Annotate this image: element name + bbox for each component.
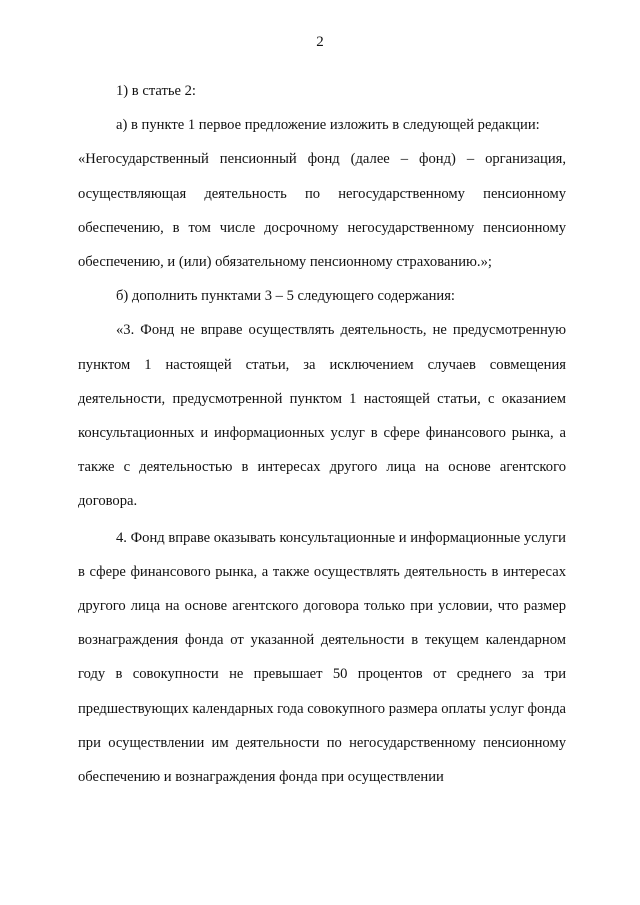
paragraph-article-2: 1) в статье 2: [116, 83, 196, 99]
paragraph-point-b: б) дополнить пунктами 3 – 5 следующего содержания: [116, 288, 455, 305]
paragraph-fund-definition: «Негосударственный пенсионный фонд (далее – фонд) – организация, осуществляющая деятельность по негосударственному пенсионному обеспечению, в том числе досрочному негосударственному пенсионному обеспечению, и (или) обязательному пенсионному страхованию.»; [78, 151, 566, 271]
paragraph-clause-4: 4. Фонд вправе оказывать консультационные и информационные услуги в сфере финансового рынка, а также осуществлять деятельность в интересах другого лица на основе агентского договора только при условии, что размер вознаграждения фонда от указанной деятельности в текущем календарном году в совокупности не превышает 50 процентов от среднего за три предшествующих календарных года совокупного размера оплаты услуг фонда при осуществлении им деятельности по негосударственному пенсионному обеспечению и вознаграждения фонда при осуществлении [78, 529, 566, 786]
paragraph-point-a: а) в пункте 1 первое предложение изложить в следующей редакции: [116, 117, 540, 134]
page-number: 2 [316, 34, 324, 50]
document-body [78, 74, 566, 794]
paragraph-clause-3: «3. Фонд не вправе осуществлять деятельность, не предусмотренную пунктом 1 настоящей статьи, за исключением случаев совмещения деятельности, предусмотренной пунктом 1 настоящей статьи, с оказанием консультационных и информационных услуг в сфере финансового рынка, а также с деятельностью в интересах другого лица на основе агентского договора. [78, 322, 566, 510]
